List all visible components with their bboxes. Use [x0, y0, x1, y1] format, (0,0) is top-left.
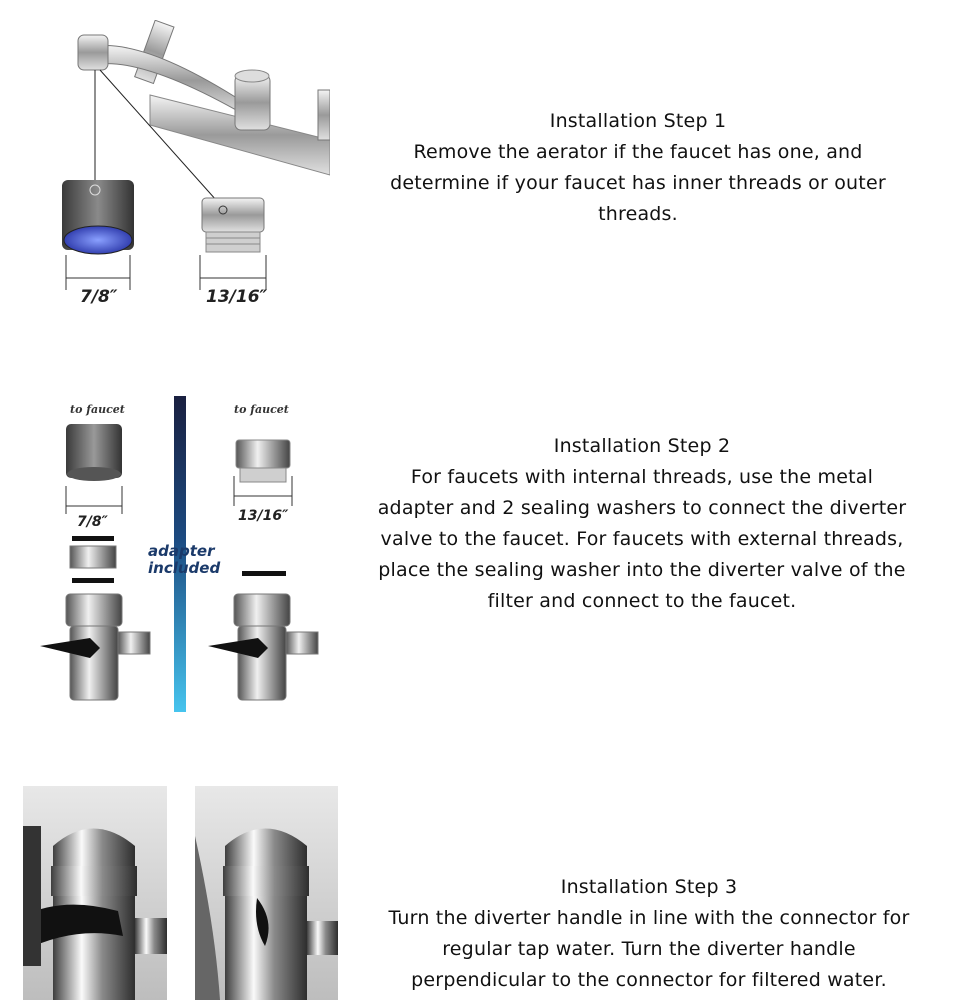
step-3-text — [376, 872, 922, 996]
step-2-text — [372, 431, 912, 617]
step-2-image — [30, 396, 330, 714]
step-3-image-left — [23, 786, 167, 1000]
step-description: Turn the diverter handle in line with the connector for regular tap water. Turn the diverter handle perpendicular to the connector for filtered water. — [388, 907, 910, 991]
step-description: Remove the aerator if the faucet has one, and determine if your faucet has inner threads or outer threads. — [390, 141, 886, 225]
step-3-image-right — [195, 786, 338, 1000]
diverter-handle-perpendicular-photo — [195, 786, 338, 1000]
step-1-text — [380, 106, 896, 230]
step-1-section — [0, 0, 960, 330]
step-3-section — [0, 786, 960, 1000]
left-to-faucet-label: to faucet — [70, 403, 125, 416]
outer-size-label: 13/16″ — [206, 287, 268, 307]
step-title: Installation Step 1 — [549, 110, 727, 132]
inner-size-label: 7/8″ — [80, 287, 118, 307]
adapter-label-line1: adapter — [148, 542, 215, 560]
step-2-section — [0, 390, 960, 720]
diverter-handle-inline-photo — [23, 786, 167, 1000]
faucet-aerator-illustration — [30, 20, 330, 320]
adapter-label-line2: included — [148, 559, 221, 577]
step-title: Installation Step 3 — [560, 876, 738, 898]
outer-size-label: 13/16″ — [238, 508, 289, 524]
step-title: Installation Step 2 — [553, 435, 731, 457]
diverter-valve-illustration — [30, 396, 330, 714]
step-1-image — [30, 20, 330, 320]
step-description: For faucets with internal threads, use the metal adapter and 2 sealing washers to connect the diverter valve to the faucet. For faucets with external threads, place the sealing washer into the diverter valve of the filter and connect to the faucet. — [377, 466, 907, 612]
inner-size-label: 7/8″ — [77, 514, 108, 530]
right-to-faucet-label: to faucet — [234, 403, 289, 416]
